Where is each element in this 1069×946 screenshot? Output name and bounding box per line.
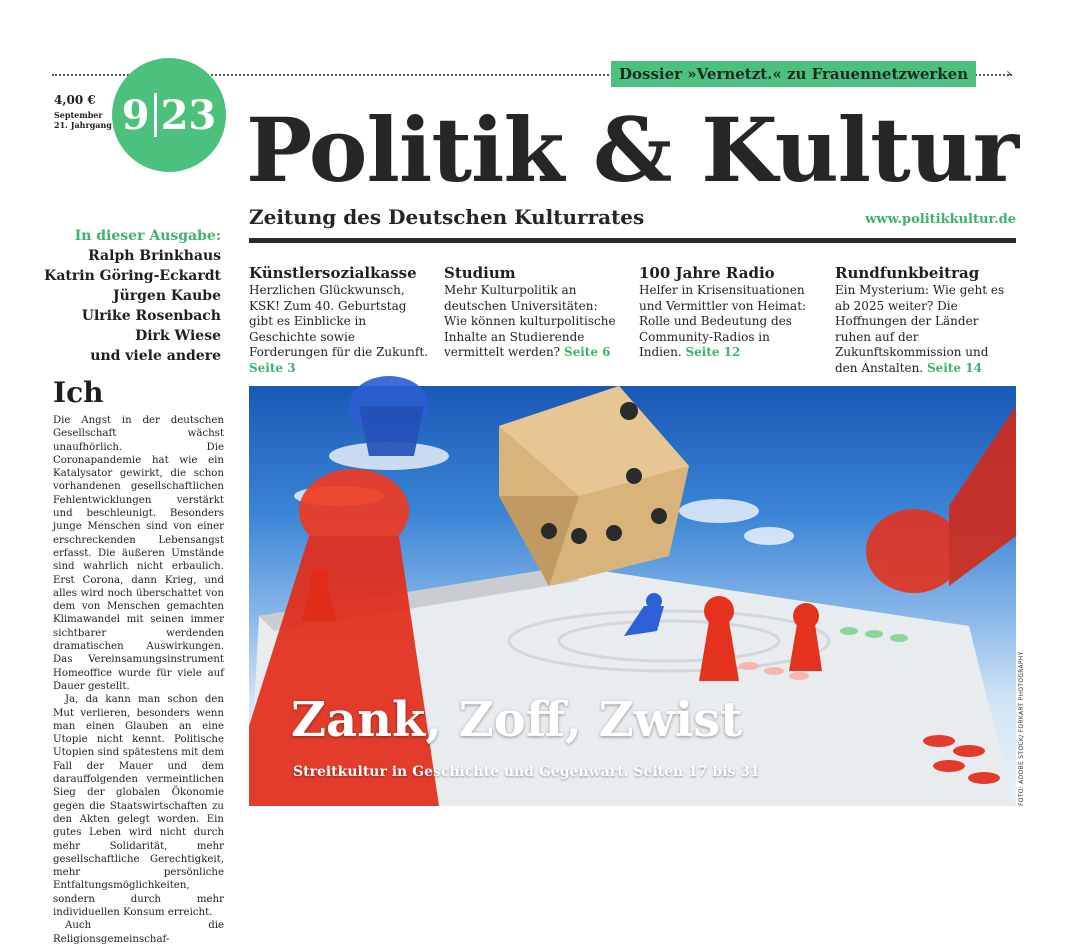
masthead-subtitle: Zeitung des Deutschen Kulturrates <box>249 205 645 229</box>
contents-label: In dieser Ausgabe: <box>74 228 221 244</box>
teaser-text: Herzlichen Glückwunsch, KSK! Zum 40. Geburtstag gibt es Einblicke in Geschichte sowie Forderungen für die Zukunft. Seite 3 <box>249 283 428 375</box>
teaser-text: Helfer in Krisensituationen und Vermittler von Heimat: Rolle und Bedeutung des Community-Radios in Indien. Seite 12 <box>639 283 807 359</box>
teaser-page-link[interactable]: Seite 3 <box>249 360 296 375</box>
issue-year: 23 <box>160 91 217 139</box>
teaser-rundfunkbeitrag[interactable] <box>835 263 1011 376</box>
teaser-page-link[interactable]: Seite 6 <box>563 345 611 359</box>
dossier-banner[interactable]: Dossier »Vernetzt.« zu Frauennetzwerken <box>611 61 976 87</box>
editorial-paragraph: Auch die Religionsgemeinschaf- <box>53 920 224 945</box>
contents-name: Ulrike Rosenbach <box>81 308 221 324</box>
teaser-title: Künstlersozialkasse <box>249 264 417 282</box>
issue-month: September <box>54 110 103 120</box>
teaser-title: 100 Jahre Radio <box>639 264 775 282</box>
teaser-text: Ein Mysterium: Wie geht es ab 2025 weiter? Die Hoffnungen der Länder ruhen auf der Zukunftskommission und den Anstalten. Seite 14 <box>835 283 1005 375</box>
teaser-page-link[interactable]: Seite 14 <box>927 360 982 375</box>
photo-credit: FOTO: ADOBE STOCK/ FORKART PHOTOGRAPHY <box>1018 651 1025 806</box>
teaser-studium[interactable] <box>444 263 620 361</box>
dice <box>499 386 689 586</box>
issue-price: 4,00 € <box>54 93 96 107</box>
teaser-page-link[interactable]: Seite 12 <box>685 345 741 359</box>
teaser-kuenstlersozialkasse[interactable] <box>249 263 429 376</box>
issue-separator <box>154 93 157 137</box>
editorial-paragraph: Ja, da kann man schon den Mut verlieren, besonders wenn man einen Glauben an eine Utopie nicht kennt. Politische Utopien sind spätestens mit dem Fall der Mauer und dem darauffolgenden vermeintlichen Sieg der globalen Ökonomie gegen die Staatswirtschaften zu den Akten gelegt worden. Ein gutes Leben wird nicht durch mehr Solidarität, mehr gesellschaftliche Gerechtigkeit, mehr persönliche Entfaltungsmöglichkeiten, sondern durch mehr individuellen Konsum erreicht. <box>53 694 224 918</box>
editorial-paragraph: Die Angst in der deutschen Gesellschaft wächst unaufhörlich. Die Coronapandemie hat wie ein Katalysator gewirkt, die schon vorhandenen gesellschaftlichen Fehlentwicklungen verstärkt und beschleunigt. Besonders junge Menschen sind von einer erschreckenden Lebensangst erfasst. Die äußeren Umstände sind wahrlich nicht erbaulich. Erst Corona, dann Krieg, und alles wird noch überschattet von dem von Menschen gemachten Klimawandel mit seinen immer sichtbarer werdenden dramatischen Auswirkungen. Das Vereinsamungsinstrument Homeoffice wurde für viele auf Dauer gestellt. <box>53 415 224 692</box>
contents-name: und viele andere <box>90 348 221 364</box>
teaser-title: Rundfunkbeitrag <box>835 264 980 282</box>
red-game-piece-blurred <box>249 469 439 806</box>
issue-number: 9 <box>121 91 150 139</box>
cover-subline: Streitkultur in Geschichte und Gegenwart. Seiten 17 bis 31 <box>293 764 760 780</box>
cover-headline[interactable]: Zank, Zoff, Zwist <box>291 692 743 748</box>
issue-number-badge <box>112 58 226 172</box>
teaser-text: Mehr Kulturpolitik an deutschen Universitäten: Wie können kulturpolitische Inhalte an Studierende vermittelt werden? Seite 6 <box>444 283 616 359</box>
arrow-right-icon: › <box>1006 66 1012 82</box>
cover-photo[interactable] <box>249 386 1016 806</box>
issue-date <box>54 110 112 130</box>
teaser-100-jahre-radio[interactable] <box>639 263 815 361</box>
editorial-body <box>53 414 224 946</box>
teaser-title: Studium <box>444 264 516 282</box>
masthead-title: Politik & Kultur <box>246 98 1019 202</box>
contents-name: Katrin Göring-Eckardt <box>44 268 221 284</box>
issue-volume: 21. Jahrgang <box>54 120 112 130</box>
masthead-rule <box>249 238 1016 243</box>
contents-name: Ralph Brinkhaus <box>88 248 221 264</box>
editorial-title: Ich <box>53 376 104 409</box>
website-link[interactable]: www.politikkultur.de <box>865 212 1016 227</box>
issue-contents-list <box>44 226 221 366</box>
contents-name: Dirk Wiese <box>135 328 221 344</box>
red-game-piece-blurred-right <box>866 406 1016 593</box>
contents-name: Jürgen Kaube <box>112 288 221 304</box>
